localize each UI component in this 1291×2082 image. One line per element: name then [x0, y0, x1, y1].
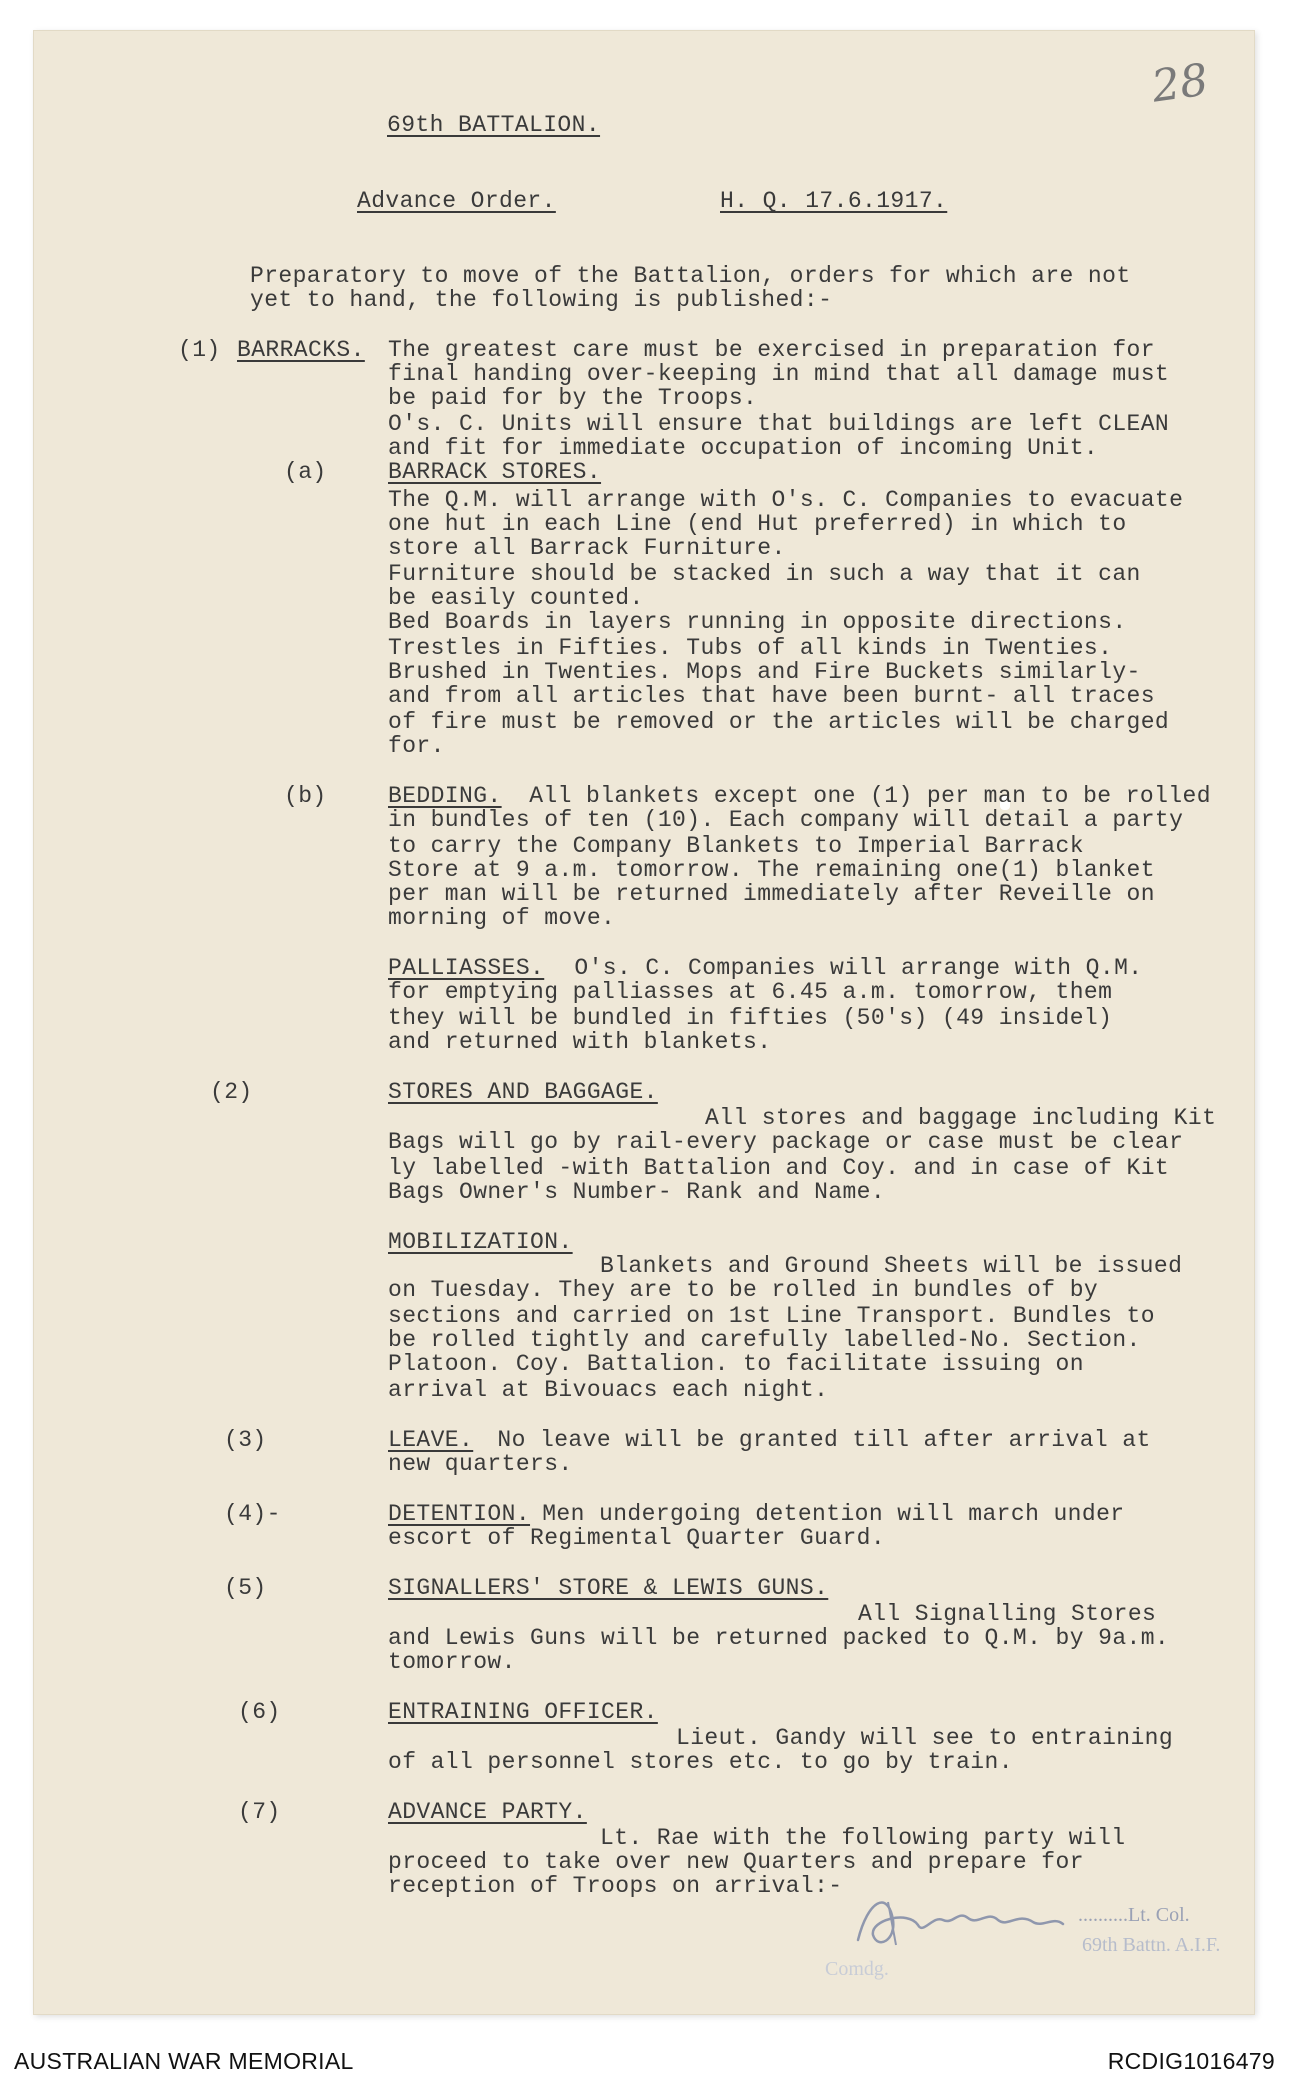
section-line: they will be bundled in fifties (50's) (49 insidel) [388, 1005, 1113, 1031]
section-line: arrival at Bivouacs each night. [388, 1377, 829, 1403]
section-line: to carry the Company Blankets to Imperial Barrack [388, 833, 1084, 859]
section-number: (3) [224, 1427, 267, 1453]
section-heading: STORES AND BAGGAGE. [388, 1079, 658, 1105]
section-line: sections and carried on 1st Line Transport. Bundles to [388, 1303, 1155, 1329]
section-line: All Signalling Stores [858, 1601, 1157, 1627]
section-number: (4)- [224, 1501, 281, 1527]
section-heading: ADVANCE PARTY. [388, 1799, 587, 1825]
footer-archive: AUSTRALIAN WAR MEMORIAL [14, 2048, 354, 2074]
section-line: reception of Troops on arrival:- [388, 1873, 843, 1899]
section-line: be paid for by the Troops. [388, 385, 758, 411]
stamp-rank: ..........Lt. Col. [1078, 1904, 1190, 1926]
section-line: and from all articles that have been burnt- all traces [388, 683, 1155, 709]
section-line: Blankets and Ground Sheets will be issued [600, 1253, 1183, 1279]
section-line: ly labelled -with Battalion and Coy. and in case of Kit [388, 1155, 1170, 1181]
section-heading: BARRACK STORES. [388, 459, 602, 485]
section-line: tomorrow. [388, 1649, 516, 1675]
section-line: final handing over-keeping in mind that all damage must [388, 361, 1170, 387]
section-line: per man will be returned immediately after Reveille on [388, 881, 1155, 907]
section-heading: PALLIASSES. [388, 955, 545, 981]
section-line: Men undergoing detention will march under [528, 1501, 1125, 1527]
section-line: for. [388, 733, 445, 759]
intro-line: yet to hand, the following is published:- [250, 287, 833, 313]
section-line: new quarters. [388, 1451, 573, 1477]
section-number: (7) [238, 1799, 281, 1825]
order-date: H. Q. 17.6.1917. [720, 188, 948, 214]
section-line: Lt. Rae with the following party will [600, 1825, 1126, 1851]
section-line: escort of Regimental Quarter Guard. [388, 1525, 886, 1551]
section-line: morning of move. [388, 905, 616, 931]
section-number: (a) [284, 459, 327, 485]
page-number: 28 [1148, 54, 1212, 113]
section-line: Brushed in Twenties. Mops and Fire Buckets similarly- [388, 659, 1141, 685]
stamp-comdg: Comdg. [825, 1958, 889, 1980]
section-line: Platoon. Coy. Battalion. to facilitate issuing on [388, 1351, 1084, 1377]
section-line: of fire must be removed or the articles will be charged [388, 709, 1170, 735]
section-line: Furniture should be stacked in such a way that it can [388, 561, 1141, 587]
section-line: and returned with blankets. [388, 1029, 772, 1055]
section-line: of all personnel stores etc. to go by train. [388, 1749, 1013, 1775]
section-line: be easily counted. [388, 585, 644, 611]
section-number: (5) [224, 1575, 267, 1601]
document-title: 69th BATTALION. [387, 112, 601, 138]
section-line: Store at 9 a.m. tomorrow. The remaining one(1) blanket [388, 857, 1155, 883]
section-line: No leave will be granted till after arrival at [469, 1427, 1151, 1453]
section-line: in bundles of ten (10). Each company will detail a party [388, 807, 1184, 833]
section-line: Bed Boards in layers running in opposite directions. [388, 609, 1127, 635]
signature [848, 1880, 1108, 1960]
section-heading: ENTRAINING OFFICER. [388, 1699, 658, 1725]
section-line: O's. C. Companies will arrange with Q.M. [546, 955, 1143, 981]
section-number: (6) [238, 1699, 281, 1725]
section-line: All stores and baggage including Kit [705, 1105, 1217, 1131]
section-line: O's. C. Units will ensure that buildings are left CLEAN [388, 411, 1170, 437]
section-line: Lieut. Gandy will see to entraining [676, 1725, 1174, 1751]
section-line: and Lewis Guns will be returned packed to Q.M. by 9a.m. [388, 1625, 1170, 1651]
section-line: All blankets except one (1) per man to be rolled [515, 783, 1211, 809]
section-line: be rolled tightly and carefully labelled-No. Section. [388, 1327, 1141, 1353]
section-heading: DETENTION. [388, 1501, 531, 1527]
section-line: Bags will go by rail-every package or case must be clear [388, 1129, 1184, 1155]
section-heading: BEDDING. [388, 783, 502, 809]
section-line: Trestles in Fifties. Tubs of all kinds in Twenties. [388, 635, 1113, 661]
order-type: Advance Order. [357, 188, 556, 214]
section-line: and fit for immediate occupation of incoming Unit. [388, 435, 1099, 461]
section-line: one hut in each Line (end Hut preferred) in which to [388, 511, 1127, 537]
section-heading: BARRACKS. [237, 337, 365, 363]
stamp-unit: 69th Battn. A.I.F. [1082, 1934, 1221, 1956]
section-number: (2) [210, 1079, 253, 1105]
section-line: proceed to take over new Quarters and prepare for [388, 1849, 1084, 1875]
section-heading: SIGNALLERS' STORE & LEWIS GUNS. [388, 1575, 829, 1601]
section-line: for emptying palliasses at 6.45 a.m. tomorrow, them [388, 979, 1113, 1005]
section-number: (1) [178, 337, 221, 363]
section-line: The greatest care must be exercised in preparation for [388, 337, 1155, 363]
section-line: on Tuesday. They are to be rolled in bundles of by [388, 1277, 1099, 1303]
section-line: store all Barrack Furniture. [388, 535, 786, 561]
section-number: (b) [284, 783, 327, 809]
section-heading: LEAVE. [388, 1427, 474, 1453]
section-line: Bags Owner's Number- Rank and Name. [388, 1179, 886, 1205]
intro-line: Preparatory to move of the Battalion, orders for which are not [250, 263, 1131, 289]
section-heading: MOBILIZATION. [388, 1229, 573, 1255]
section-line: The Q.M. will arrange with O's. C. Companies to evacuate [388, 487, 1184, 513]
footer-record-id: RCDIG1016479 [1107, 2048, 1275, 2074]
